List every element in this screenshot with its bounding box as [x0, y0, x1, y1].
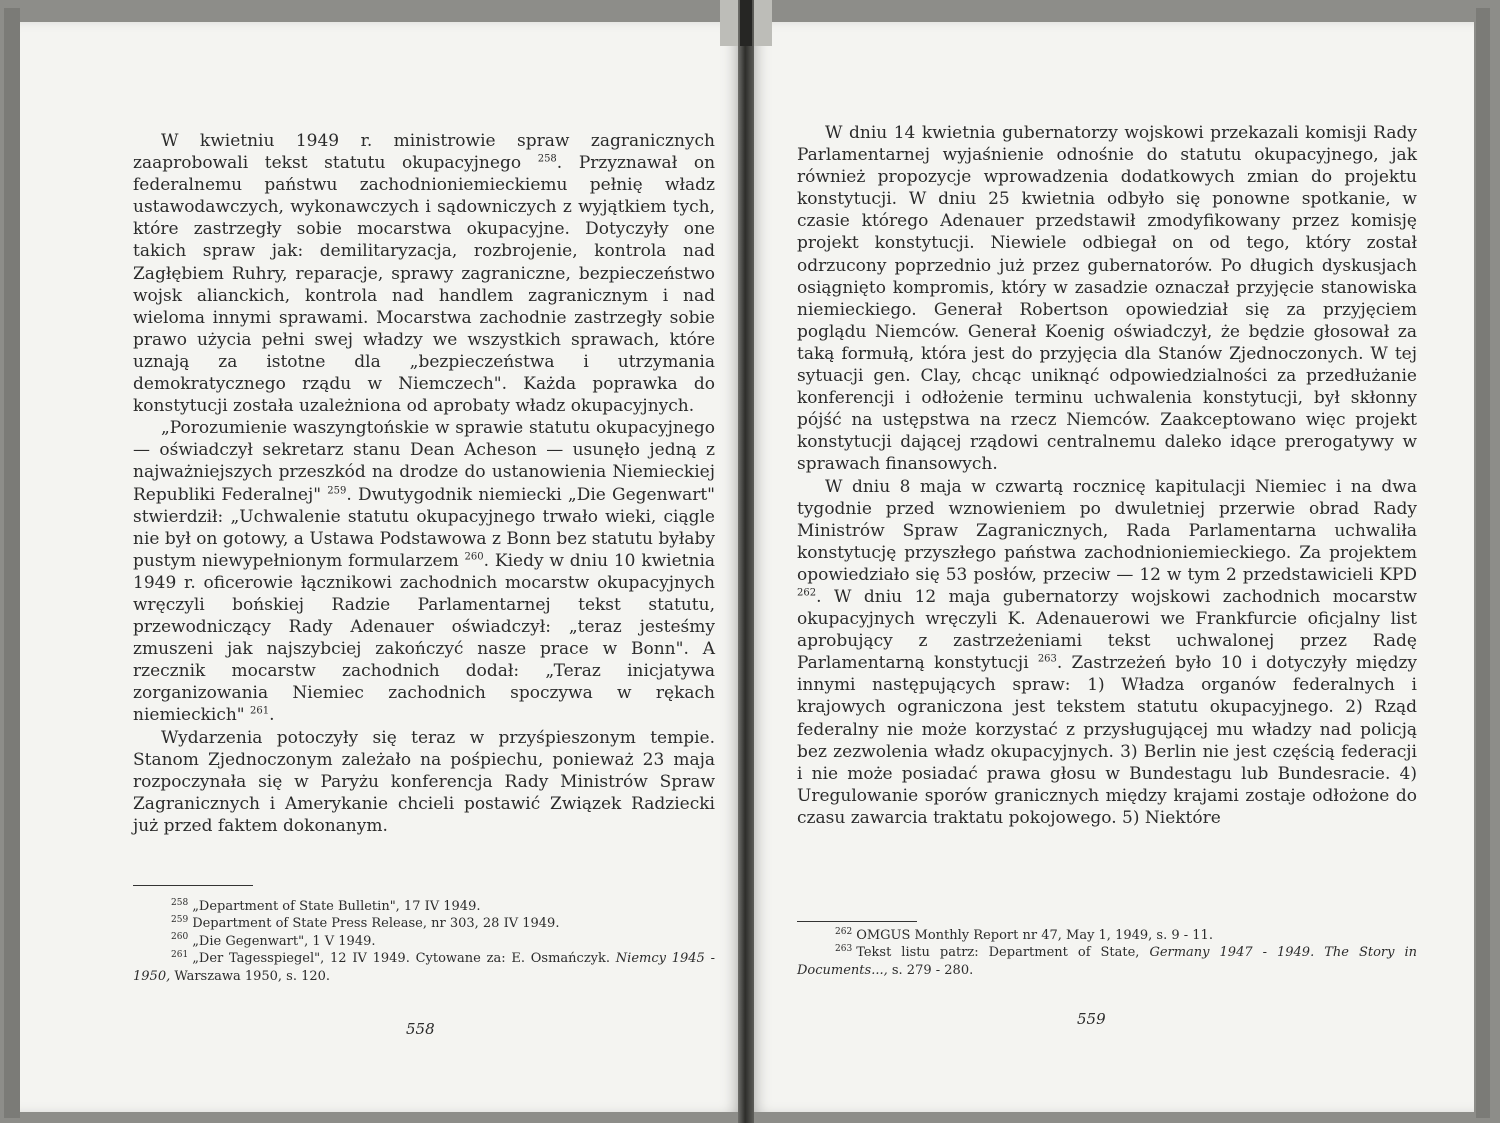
- page-number: 558: [406, 1020, 435, 1038]
- footnote-ref: 263: [1037, 653, 1057, 665]
- footnote-ref: 261: [250, 705, 270, 717]
- right-page: [752, 22, 1474, 1112]
- text-run: Kiedy w dniu 10 kwietnia 1949 r. oficerowie łącznikowi zachodnich mocarstw okupacyjnych wręczyli bońskiej Radzie Parlamentarnej tekst statutu, przewodniczący Rady Adenauer oświadczył: „teraz jesteśmy zmuszeni jak najszybciej zakończyć nasze prace w Bonn". A rzecznik mocarstw zachodnich dodał: „Teraz inicjatywa zorganizowania Niemiec zachodnich spoczywa w rękach niemieckich": [133, 550, 716, 726]
- left-footnotes: [133, 898, 715, 985]
- footnote-ref: 262: [797, 587, 817, 599]
- footnote-text: „Department of State Bulletin", 17 IV 1949.: [192, 899, 481, 914]
- footnote-divider: [133, 885, 253, 886]
- footnote: [797, 944, 1417, 979]
- text-run: W dniu 12 maja gubernatorzy wojskowi zachodnich mocarstw okupacyjnych wręczyli K. Adenauerowi we Frankfurcie oficjalny list aprobujący z zastrzeżeniami tekst uchwalonej przez Radę Parlamentarną konstytucji: [797, 586, 1417, 674]
- footnote-italic-title: Germany 1947 - 1949. The Story in Documents...,: [797, 945, 1417, 978]
- footnote-number: 262: [835, 926, 853, 937]
- footnote-text: Tekst listu patrz: Department of State,: [856, 945, 1140, 961]
- footnote-number: 259: [171, 915, 189, 926]
- right-footnotes: [797, 927, 1417, 979]
- footnote-divider: [797, 921, 917, 922]
- text-run: W dniu 8 maja w czwartą rocznicę kapitulacji Niemiec i na dwa tygodnie przed wznowieniem po dwuletniej przerwie obrad Rady Ministrów Spraw Zagranicznych, Rada Parlamentarna uchwaliła konstytucję przyszłego państwa zachodnioniemieckiego. Za projektem opowiedziało się 53 posłów, przeciw — 12 w tym 2 przedstawicieli KPD: [797, 476, 1417, 585]
- paragraph: W dniu 8 maja w czwartą rocznicę kapitulacji Niemiec i na dwa tygodnie przed wznowieniem po dwuletniej przerwie obrad Rady Ministrów Spraw Zagranicznych, Rada Parlamentarna uchwaliła konstytucję przyszłego państwa zachodnioniemieckiego. Za projektem opowiedziało się 53 posłów, przeciw — 12 w tym 2 przedstawicieli KPD $^{262}$. W dniu 12 maja gubernatorzy wojskowi zachodnich mocarstw okupacyjnych wręczyli K. Adenauerowi we Frankfurcie oficjalny list aprobujący z zastrzeżeniami tekst uchwalonej przez Radę Parlamentarną konstytucji $^{263}$. Zastrzeżeń było 10 i dotyczyły między innymi następujących spraw: 1) Władza organów federalnych i krajowych ograniczona jest tekstem statutu okupacyjnego. 2) Rząd federalny nie może korzystać z przysługującej mu władzy nad policją bez zezwolenia władz okupacyjnych. 3) Berlin nie jest częścią federacji i nie może posiadać prawa głosu w Bundestagu lub Bundesracie. 4) Uregulowanie sporów granicznych między krajami zostaje odłożone do czasu zawarcia traktatu pokojowego. 5) Niektóre: [797, 476, 1418, 828]
- footnote: [133, 898, 715, 915]
- footnote-text: s. 279 - 280.: [891, 962, 974, 978]
- footnote-number: 260: [171, 932, 189, 943]
- left-cover-edge: [4, 8, 20, 1118]
- text-run: W kwietniu 1949 r. ministrowie spraw zagranicznych zaaprobowali tekst statutu okupacyjnego: [133, 131, 715, 174]
- binding-gap: [740, 0, 752, 46]
- text-run: Zastrzeżeń było 10 i dotyczyły między innymi następujących spraw: 1) Władza organów federalnych i krajowych ograniczona jest tekstem statutu okupacyjnego. 2) Rząd federalny nie może korzystać z przysługującej mu władzy nad policją bez zezwolenia władz okupacyjnych. 3) Berlin nie jest częścią federacji i nie może posiadać prawa głosu w Bundestagu lub Bundesracie. 4) Uregulowanie sporów granicznych między krajami zostaje odłożone do czasu zawarcia traktatu pokojowego. 5) Niektóre: [797, 653, 1418, 828]
- left-page: [20, 22, 740, 1112]
- text-run: Przyznawał on federalnemu państwu zachodnioniemieckiemu pełnię władz ustawodawczych, wykonawczych i sądowniczych z wyjątkiem tych, które zastrzegły sobie mocarstwa okupacyjne. Dotyczyły one takich spraw jak: demilitaryzacja, rozbrojenie, kontrola nad Zagłębiem Ruhry, reparacje, sprawy zagraniczne, bezpieczeństwo wojsk alianckich, kontrola nad handlem zagranicznym i nad wieloma innymi sprawami. Mocarstwa zachodnie zastrzegły sobie prawo użycia pełni swej władzy we wszystkich sprawach, które uznają za istotne dla „bezpieczeństwa i utrzymania demokratycznego rządu w Niemczech". Każda poprawka do konstytucji została uzależniona od aprobaty władz okupacyjnych.: [133, 153, 716, 417]
- footnote-number: 263: [835, 944, 853, 955]
- footnote-text: Department of State Press Release, nr 303, 28 IV 1949.: [192, 916, 560, 932]
- left-body-text: [133, 130, 715, 837]
- footnote-text: Warszawa 1950, s. 120.: [174, 968, 331, 984]
- footnote-ref: 260: [464, 551, 484, 563]
- page-number: 559: [1077, 1010, 1106, 1028]
- book-spine: [738, 0, 754, 1123]
- footnote-ref: 259: [327, 484, 347, 496]
- footnote-ref: 258: [537, 153, 557, 165]
- text-run: „Porozumienie waszyngtońskie w sprawie statutu okupacyjnego — oświadczył sekretarz stanu Dean Acheson — usunęło jedną z najważniejszych przeszkód na drodze do ustanowienia Niemieckiej Republiki Federalnej": [133, 418, 715, 505]
- footnote: [133, 933, 715, 950]
- footnote-number: 258: [171, 897, 189, 908]
- right-body-text: [797, 122, 1417, 829]
- paragraph: Wydarzenia potoczyły się teraz w przyśpieszonym tempie. Stanom Zjednoczonym zależało na pośpiechu, ponieważ 23 maja rozpoczynała się w Paryżu konferencja Rady Ministrów Spraw Zagranicznych i Amerykanie chcieli postawić Związek Radziecki już przed faktem dokonanym.: [133, 727, 715, 836]
- footnote: [797, 927, 1417, 944]
- paragraph: W dniu 14 kwietnia gubernatorzy wojskowi przekazali komisji Rady Parlamentarnej wyjaśnienie odnośnie do statutu okupacyjnego, jak również propozycje wprowadzenia dodatkowych zmian do projektu konstytucji. W dniu 25 kwietnia odbyło się ponowne spotkanie, w czasie którego Adenauer przedstawił zmodyfikowany przez komisję projekt konstytucji. Niewiele odbiegał on od tego, który został odrzucony poprzednio już przez gubernatorów. Po długich dyskusjach osiągnięto kompromis, który w zasadzie oznaczał przyjęcie stanowiska niemieckiego. Generał Robertson opowiedział się za przyjęciem poglądu Niemców. Generał Koenig oświadczył, że będzie głosował za taką formułą, która jest do przyjęcia dla Stanów Zjednoczonych. W tej sytuacji gen. Clay, chcąc uniknąć odpowiedzialności za przedłużanie konferencji i odłożenie terminu uchwalenia konstytucji, był skłonny pójść na ustępstwa na rzecz Niemców. Zaakceptowano więc projekt konstytucji dającej rządowi centralnemu daleko idące prerogatywy w sprawach finansowych.: [797, 123, 1417, 475]
- footnote-text: „Der Tagesspiegel", 12 IV 1949. Cytowane za: E. Osmańczyk.: [192, 951, 611, 967]
- footnote: [133, 950, 715, 985]
- text-run: Dwutygodnik niemiecki „Die Gegenwart" stwierdził: „Uchwalenie statutu okupacyjnego trwało wieki, ciągle nie był on gotowy, a Ustawa Podstawowa z Bonn bez statutu byłaby pustym niewypełnionym formularzem: [133, 484, 716, 571]
- footnote-number: 261: [171, 949, 189, 960]
- paragraph: W kwietniu 1949 r. ministrowie spraw zagranicznych zaaprobowali tekst statutu okupacyjnego $^{258}$. Przyznawał on federalnemu państwu zachodnioniemieckiemu pełnię władz ustawodawczych, wykonawczych i sądowniczych z wyjątkiem tych, które zastrzegły sobie mocarstwa okupacyjne. Dotyczyły one takich spraw jak: demilitaryzacja, rozbrojenie, kontrola nad Zagłębiem Ruhry, reparacje, sprawy zagraniczne, bezpieczeństwo wojsk alianckich, kontrola nad handlem zagranicznym i nad wieloma innymi sprawami. Mocarstwa zachodnie zastrzegły sobie prawo użycia pełni swej władzy we wszystkich sprawach, które uznają za istotne dla „bezpieczeństwa i utrzymania demokratycznego rządu w Niemczech". Każda poprawka do konstytucji została uzależniona od aprobaty władz okupacyjnych.: [133, 131, 716, 417]
- paragraph: „Porozumienie waszyngtońskie w sprawie statutu okupacyjnego — oświadczył sekretarz stanu Dean Acheson — usunęło jedną z najważniejszych przeszkód na drodze do ustanowienia Niemieckiej Republiki Federalnej" $^{259}$. Dwutygodnik niemiecki „Die Gegenwart" stwierdził: „Uchwalenie statutu okupacyjnego trwało wieki, ciągle nie był on gotowy, a Ustawa Podstawowa z Bonn bez statutu byłaby pustym niewypełnionym formularzem $^{260}$. Kiedy w dniu 10 kwietnia 1949 r. oficerowie łącznikowi zachodnich mocarstw okupacyjnych wręczyli bońskiej Radzie Parlamentarnej tekst statutu, przewodniczący Rady Adenauer oświadczył: „teraz jesteśmy zmuszeni jak najszybciej zakończyć nasze prace w Bonn". A rzecznik mocarstw zachodnich dodał: „Teraz inicjatywa zorganizowania Niemiec zachodnich spoczywa w rękach niemieckich" $^{261}$.: [133, 418, 716, 726]
- right-cover-edge: [1476, 8, 1490, 1118]
- footnote-italic-title: Niemcy 1945 - 1950,: [133, 951, 715, 984]
- footnote-text: „Die Gegenwart", 1 V 1949.: [192, 933, 376, 949]
- footnote-text: OMGUS Monthly Report nr 47, May 1, 1949, s. 9 - 11.: [856, 928, 1213, 943]
- footnote: [133, 915, 715, 932]
